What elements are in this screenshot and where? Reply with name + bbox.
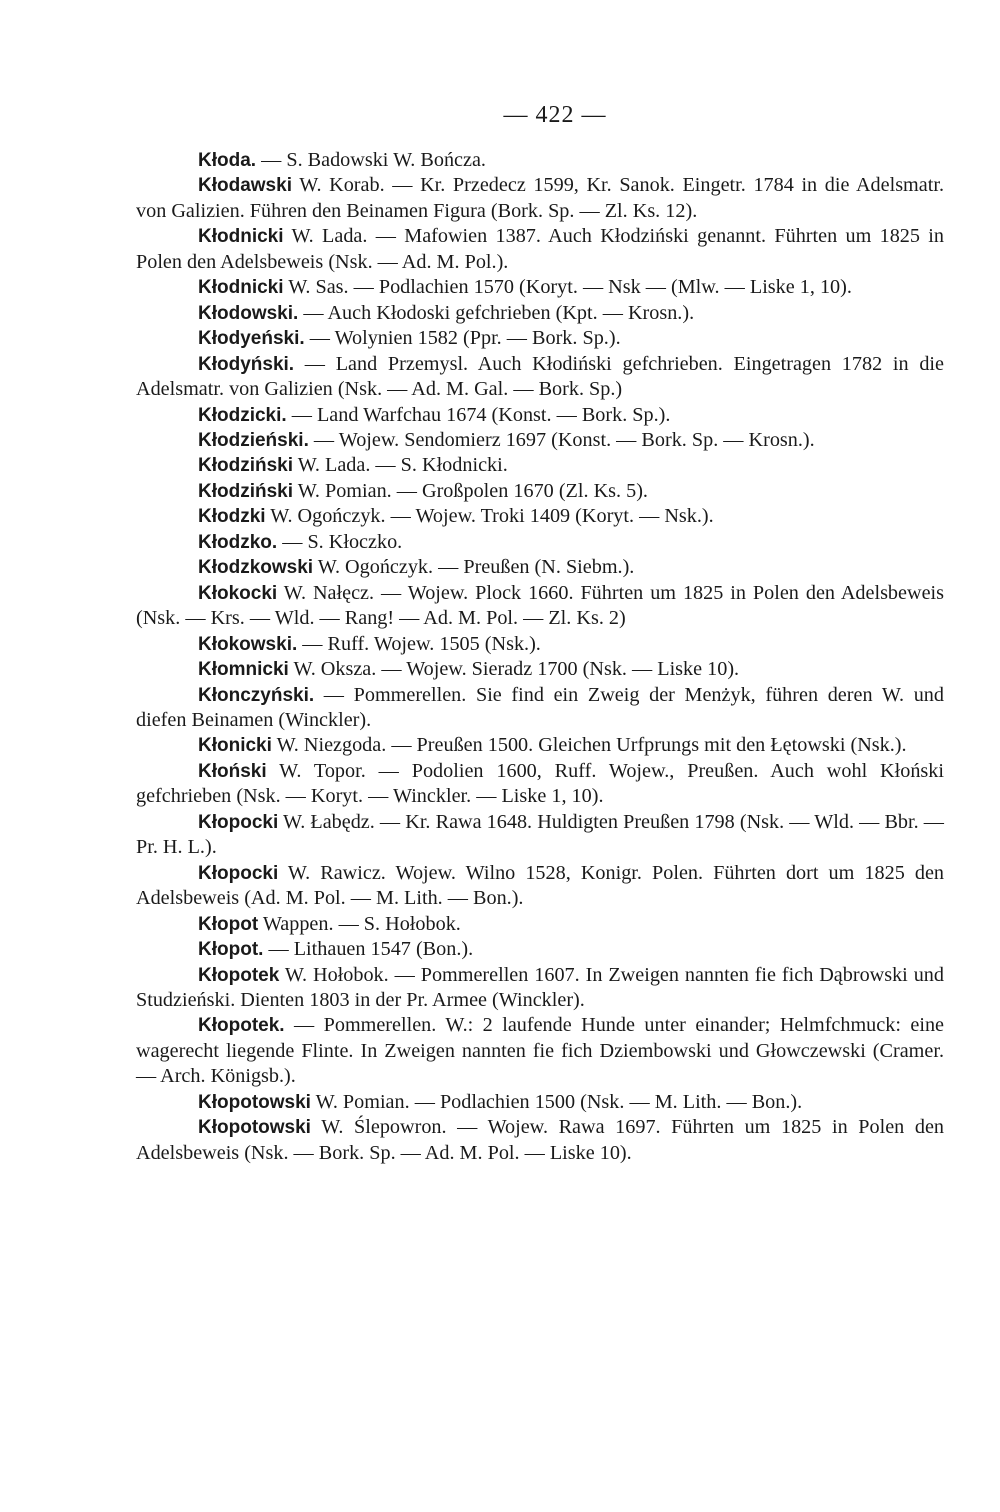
entry <box>136 581 944 632</box>
entry-headword: Kłopotek. <box>198 1015 285 1037</box>
entry <box>136 963 944 1014</box>
entry-headword: Kłodowski. <box>198 302 299 324</box>
entry-headword: Kłodyński. <box>198 353 295 375</box>
entry-headword: Kłopocki <box>198 862 279 884</box>
entry-text: W. Niezgoda. — Preußen 1500. Gleichen Urfprungs mit den Łętowski (Nsk.). <box>271 734 907 757</box>
entry-text: W. Pomian. — Großpolen 1670 (Zl. Ks. 5). <box>293 479 648 502</box>
entry-headword: Kłodnicki <box>198 226 284 248</box>
entry-headword: Kłopot <box>198 913 259 935</box>
entry <box>136 1013 944 1089</box>
entry <box>136 301 944 326</box>
entry-headword: Kłoński <box>198 760 267 782</box>
entry-headword: Kłomnicki <box>198 659 289 681</box>
entry-text: W. Topor. — Podolien 1600, Ruff. Wojew., Preußen. Auch wohl Kłoński gefchrieben (Nsk. — Koryt. — Winckler. — Liske 1, 10). <box>136 759 944 808</box>
entry-text: — Land Przemysl. Auch Kłodiński gefchrieben. Eingetragen 1782 in die Adelsmatr. von Galizien (Nsk. — Ad. M. Gal. — Bork. Sp.) <box>136 352 944 401</box>
entry-text: W. Oksza. — Wojew. Sieradz 1700 (Nsk. — Liske 10). <box>288 658 740 681</box>
entry-text: W. Pomian. — Podlachien 1500 (Nsk. — M. Lith. — Bon.). <box>310 1090 803 1113</box>
entry-text: W. Rawicz. Wojew. Wilno 1528, Konigr. Polen. Führten dort um 1825 den Adelsbeweis (Ad. M. Pol. — M. Lith. — Bon.). <box>136 861 944 910</box>
entry-text: — Lithauen 1547 (Bon.). <box>263 938 474 961</box>
entry <box>136 632 944 657</box>
entry-text: — Land Warfchau 1674 (Konst. — Bork. Sp.). <box>286 403 671 426</box>
entry <box>136 657 944 682</box>
entry-headword: Kłopot. <box>198 939 264 961</box>
entry-text: W. Lada. — S. Kłodnicki. <box>293 454 508 477</box>
entry <box>136 275 944 300</box>
page-number: — 422 — <box>503 102 607 128</box>
entry-text: W. Ogończyk. — Wojew. Troki 1409 (Koryt. — Nsk.). <box>265 505 714 528</box>
entry-headword: Kłodzieński. <box>198 429 309 451</box>
entry <box>136 403 944 428</box>
entry <box>136 733 944 758</box>
entry <box>136 148 944 173</box>
entry <box>136 1115 944 1166</box>
entry <box>136 555 944 580</box>
entry-headword: Kłodnicki <box>198 277 284 299</box>
entry <box>136 1090 944 1115</box>
entry-text: W. Lada. — Mafowien 1387. Auch Kłodziński genannt. Führten um 1825 in Polen den Adelsbeweis (Nsk. — Ad. M. Pol.). <box>136 225 944 273</box>
entry <box>136 861 944 912</box>
entry-headword: Kłonczyński. <box>198 684 315 706</box>
entry-headword: Kłopotek <box>198 964 280 986</box>
entry-text: W. Łabędz. — Kr. Rawa 1648. Huldigten Preußen 1798 (Nsk. — Wld. — Bbr. — Pr. H. L.). <box>136 810 944 859</box>
entry-text: — S. Kłoczko. <box>277 530 403 553</box>
entry <box>136 326 944 351</box>
entry-headword: Kłodawski <box>198 175 292 197</box>
entry-text: — Pommerellen. W.: 2 laufende Hunde unter einander; Helmfchmuck: eine wagerecht liegende Flinte. In Zweigen nannten fie fich Dziembowski und Głowczewski (Cramer. — Arch. Königsb.). <box>136 1014 944 1088</box>
entry-text: W. Hołobok. — Pommerellen 1607. In Zweigen nannten fie fich Dąbrowski und Studzieński. Dienten 1803 in der Pr. Armee (Winckler). <box>136 963 944 1011</box>
entry-headword: Kłodziński <box>198 455 294 477</box>
entry-text: W. Sas. — Podlachien 1570 (Koryt. — Nsk — (Mlw. — Liske 1, 10). <box>283 276 852 299</box>
entry-headword: Kłodzkowski <box>198 557 314 579</box>
entry <box>136 453 944 478</box>
entry-text: — Pommerellen. Sie find ein Zweig der Menżyk, führen deren W. und diefen Beinamen (Winckler). <box>136 683 944 731</box>
entry-text: Wappen. — S. Hołobok. <box>258 912 461 935</box>
entry <box>136 428 944 453</box>
entry-text: W. Ogończyk. — Preußen (N. Siebm.). <box>313 556 635 579</box>
entry-text: W. Ślepowron. — Wojew. Rawa 1697. Führten um 1825 in Polen den Adelsbeweis (Nsk. — Bork. Sp. — Ad. M. Pol. — Liske 10). <box>136 1116 944 1164</box>
entry <box>136 479 944 504</box>
entry <box>136 224 944 275</box>
entry <box>136 810 944 861</box>
entry <box>136 683 944 734</box>
entry-headword: Kłodzko. <box>198 531 278 553</box>
entry <box>136 352 944 403</box>
entry-headword: Kłodzicki. <box>198 404 287 426</box>
entry <box>136 173 944 224</box>
entry-text: — Auch Kłodoski gefchrieben (Kpt. — Krosn.). <box>298 301 695 324</box>
entry-text: W. Korab. — Kr. Przedecz 1599, Kr. Sanok. Eingetr. 1784 in die Adelsmatr. von Galizien. Führen den Beinamen Figura (Bork. Sp. — Zl. Ks. 12). <box>136 174 944 222</box>
entry <box>136 759 944 810</box>
entry-headword: Kłopotowski <box>198 1091 311 1113</box>
entry-headword: Kłokowski. <box>198 633 298 655</box>
entry <box>136 912 944 937</box>
entry-text: — Wolynien 1582 (Ppr. — Bork. Sp.). <box>304 327 621 350</box>
entry-headword: Kłonicki <box>198 735 272 757</box>
entry-headword: Kłokocki <box>198 582 278 604</box>
entry-list <box>136 148 944 1166</box>
entry-text: — Ruff. Wojew. 1505 (Nsk.). <box>297 632 541 655</box>
entry-headword: Kłopocki <box>198 811 279 833</box>
entry-text: — Wojew. Sendomierz 1697 (Konst. — Bork. Sp. — Krosn.). <box>308 428 815 451</box>
entry-headword: Kłodziński <box>198 480 294 502</box>
entry-text: — S. Badowski W. Bończa. <box>256 149 486 171</box>
entry-headword: Kłopotowski <box>198 1117 311 1139</box>
entry <box>136 530 944 555</box>
entry <box>136 504 944 529</box>
entry-headword: Kłoda. <box>198 150 257 171</box>
entry <box>136 937 944 962</box>
entry-headword: Kłodyeński. <box>198 328 305 350</box>
entry-headword: Kłodzki <box>198 506 266 528</box>
entry-text: W. Nałęcz. — Wojew. Plock 1660. Führten um 1825 in Polen den Adelsbeweis (Nsk. — Krs. — Wld. — Rang! — Ad. M. Pol. — Zl. Ks. 2) <box>136 581 944 630</box>
